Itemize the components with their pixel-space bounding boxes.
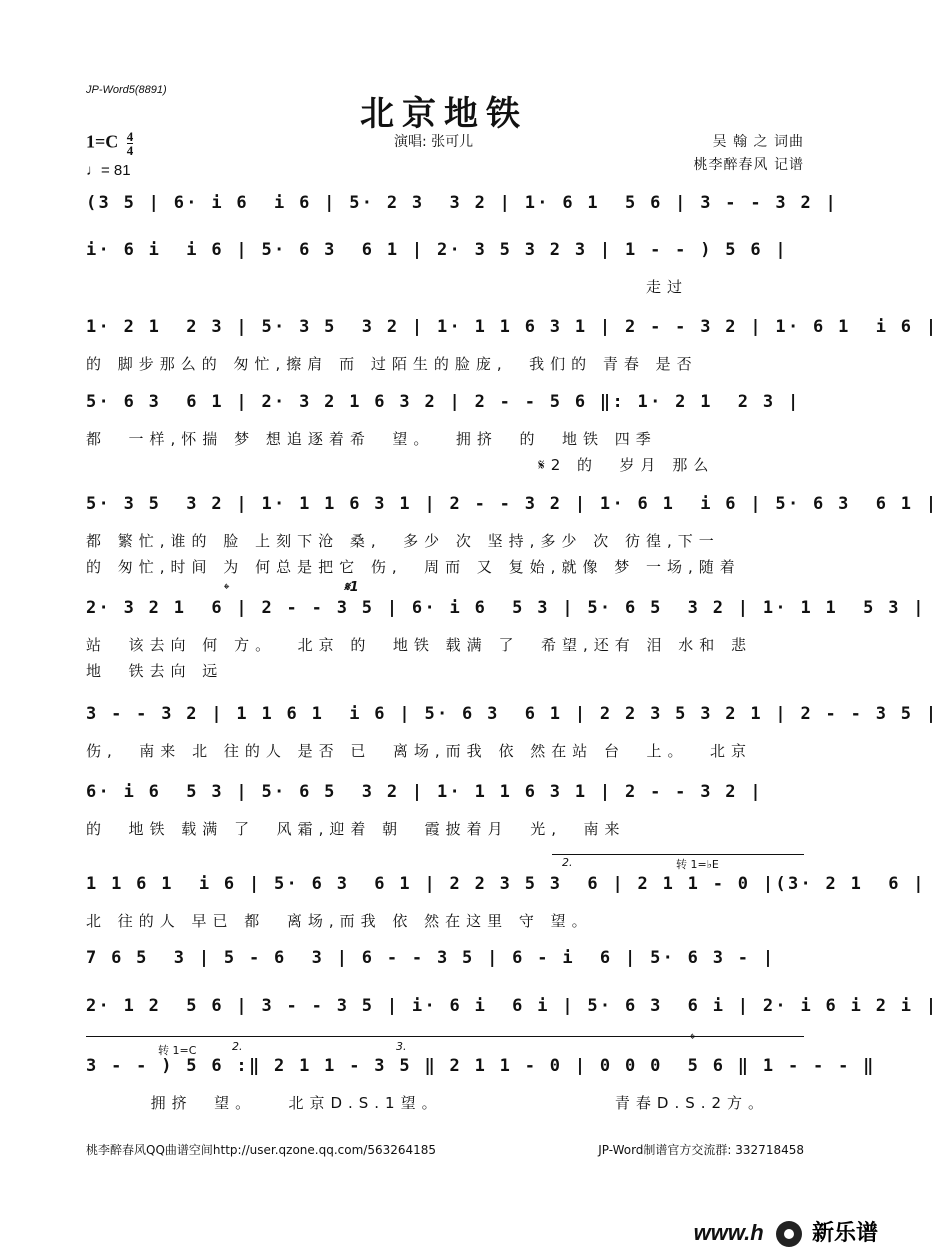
lyric-line: 站 该去向 何 方。 北京 的 地铁 载满 了 希望,还有 泪 水和 悲 — [86, 636, 753, 654]
notation-row: 2· 3 2 1 6 | 2 - - 3 5 | 6· i 6 5 3 | 5· 6 5 3 2 | 1· 1 1 5 3 | — [86, 598, 926, 618]
footer-left: 桃李醉春风QQ曲谱空间http://user.qzone.qq.com/563264185 — [86, 1143, 437, 1157]
tempo-marking: ♩= 81 — [86, 162, 131, 179]
notation-row: 1 1 6 1 i 6 | 5· 6 3 6 1 | 2 2 3 5 3 6 | 2 1 1 - 0 |(3· 2 1 6 | — [86, 874, 926, 894]
lyric-line: 拥挤 望。 北京D.S.1望。 青春D.S.2方。 — [86, 1094, 770, 1112]
notation-row: 1· 2 1 2 3 | 5· 3 5 3 2 | 1· 1 1 6 3 1 | 2 - - 3 2 | 1· 6 1 i 6 | — [86, 317, 938, 337]
lyric-line: 𝄋2 的 岁月 那么 — [86, 456, 715, 474]
song-title: 北京地铁 — [360, 94, 528, 134]
notation-row: 5· 6 3 6 1 | 2· 3 2 1 6 3 2 | 2 - - 5 6 ‖: 1· 2 1 2 3 | — [86, 392, 801, 412]
lyric-line: 走过 — [86, 278, 688, 296]
notation-row: i· 6 i i 6 | 5· 6 3 6 1 | 2· 3 5 3 2 3 | 1 - - ) 5 6 | — [86, 240, 788, 260]
notation-row: 5· 3 5 3 2 | 1· 1 1 6 3 1 | 2 - - 3 2 | 1· 6 1 i 6 | 5· 6 3 6 1 | — [86, 494, 938, 514]
volta-3-label: 3. — [396, 1040, 407, 1053]
watermark-brand: 新乐谱 — [811, 1220, 878, 1245]
notation-row: 3 - - ) 5 6 :‖ 2 1 1 - 3 5 ‖ 2 1 1 - 0 | 0 0 0 5 6 ‖ 1 - - - ‖ — [86, 1056, 876, 1076]
time-bottom: 4 — [126, 143, 134, 158]
volta-bracket-top — [552, 854, 804, 855]
volta-bracket-bottom — [86, 1036, 804, 1037]
software-label: JP-Word5(8891) — [86, 84, 167, 96]
lyric-line: 地 铁去向 远 — [86, 662, 224, 680]
record-logo-icon — [776, 1221, 802, 1247]
time-signature — [127, 130, 134, 157]
lyric-line: 都 繁忙,谁的 脸 上刻下沧 桑, 多少 次 坚持,多少 次 彷徨,下一 — [86, 532, 720, 550]
lyric-line: 伤, 南来 北 往的人 是否 已 离场,而我 依 然在站 台 上。 北京 — [86, 742, 753, 760]
lyric-line: 北 往的人 早已 都 离场,而我 依 然在这里 守 望。 — [86, 912, 593, 930]
key-label: 1=C — [86, 131, 119, 152]
watermark-url: www.h — [693, 1220, 764, 1245]
notation-row: (3 5 | 6· i 6 i 6 | 5· 2 3 3 2 | 1· 6 1 5 6 | 3 - - 3 2 | — [86, 193, 839, 213]
composer-credit: 吴 翰 之 词曲 — [712, 134, 804, 150]
singer-credit: 演唱: 张可儿 — [394, 134, 474, 150]
notation-row: 2· 1 2 5 6 | 3 - - 3 5 | i· 6 i 6 i | 5· 6 3 6 i | 2· i 6 i 2 i | — [86, 996, 938, 1016]
notation-row: 6· i 6 5 3 | 5· 6 5 3 2 | 1· 1 1 6 3 1 | 2 - - 3 2 | — [86, 782, 763, 802]
notation-row: 7 6 5 3 | 5 - 6 3 | 6 - - 3 5 | 6 - i 6 | 5· 6 3 - | — [86, 948, 776, 968]
modulate-e-label: 转 1=♭E — [676, 858, 719, 871]
lyric-line: 都 一样,怀揣 梦 想追逐着希 望。 拥挤 的 地铁 四季 — [86, 430, 657, 448]
watermark — [694, 1216, 878, 1247]
coda-mark: 𝄌 — [224, 580, 230, 598]
lyric-line: 的 脚步那么的 匆忙,擦肩 而 过陌生的脸庞, 我们的 青春 是否 — [86, 355, 698, 373]
key-signature — [86, 130, 133, 157]
notation-row: 3 - - 3 2 | 1 1 6 1 i 6 | 5· 6 3 6 1 | 2 2 3 5 3 2 1 | 2 - - 3 5 | — [86, 704, 938, 724]
segno1-mark: 𝄋1 — [344, 580, 359, 595]
volta-2-label-b: 2. — [232, 1040, 243, 1053]
lyric-line: 的 匆忙,时间 为 何总是把它 伤, 周而 又 复始,就像 梦 一场,随着 — [86, 558, 741, 576]
footer-right: JP-Word制谱官方交流群: 332718458 — [598, 1143, 804, 1157]
transcriber-credit: 桃李醉春风 记谱 — [693, 157, 804, 173]
lyric-line: 的 地铁 载满 了 风霜,迎着 朝 霞披着月 光, 南来 — [86, 820, 626, 838]
modulate-c-label: 转 1=C — [158, 1044, 197, 1057]
coda-mark-end: 𝄌 — [690, 1030, 696, 1048]
time-top: 4 — [126, 129, 134, 144]
volta-2-label-a: 2. — [562, 856, 573, 869]
